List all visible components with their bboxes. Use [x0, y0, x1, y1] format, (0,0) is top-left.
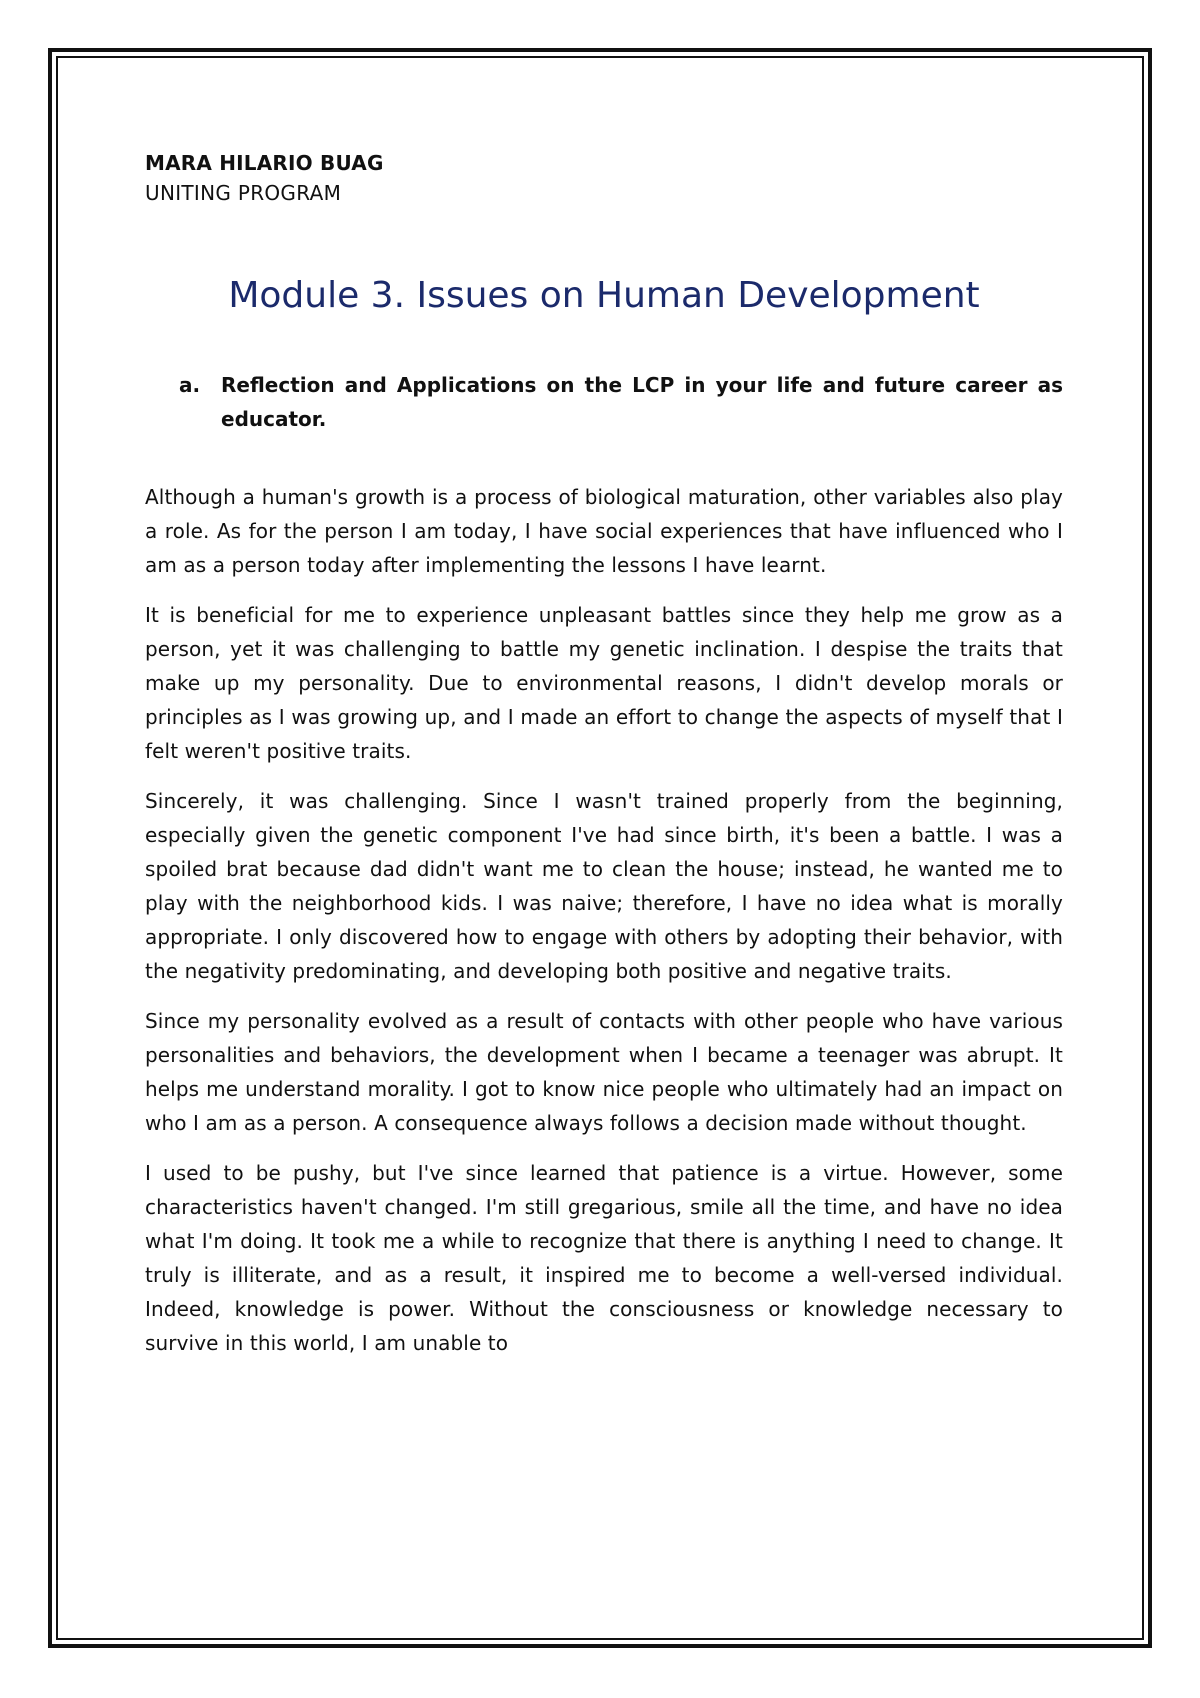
body-paragraph-3: Sincerely, it was challenging. Since I wasn't trained properly from the beginning, especially given the genetic component I've had since birth, it's been a battle. I was a spoiled brat because dad didn't want me to clean the house; instead, he wanted me to play with the neighborhood kids. I was naive; therefore, I have no idea what is morally appropriate. I only discovered how to engage with others by adopting their behavior, with the negativity predominating, and developing both positive and negative traits. [145, 789, 1063, 983]
section-heading-text: Reflection and Applications on the LCP in your life and future career as educator. [221, 373, 1063, 431]
section-marker: a. [179, 373, 201, 397]
program-name: UNITING PROGRAM [145, 181, 342, 205]
author-name: MARA HILARIO BUAG [145, 151, 384, 175]
body-paragraph-5: I used to be pushy, but I've since learned that patience is a virtue. However, some characteristics haven't changed. I'm still gregarious, smile all the time, and have no idea what I'm doing. It took me a while to recognize that there is anything I need to change. It truly is illiterate, and as a result, it inspired me to become a well-versed individual. Indeed, knowledge is power. Without the consciousness or knowledge necessary to survive in this world, I am unable to [145, 1161, 1063, 1355]
body-paragraph-2: It is beneficial for me to experience unpleasant battles since they help me grow as a person, yet it was challenging to battle my genetic inclination. I despise the traits that make up my personality. Due to environmental reasons, I didn't develop morals or principles as I was growing up, and I made an effort to change the aspects of myself that I felt weren't positive traits. [145, 603, 1063, 763]
body-paragraph-1: Although a human's growth is a process of biological maturation, other variables also play a role. As for the person I am today, I have social experiences that have influenced who I am as a person today after implementing the lessons I have learnt. [145, 485, 1063, 577]
section-heading [179, 368, 1063, 436]
document-content [145, 148, 1063, 1376]
module-title: Module 3. Issues on Human Development [228, 275, 980, 316]
body-paragraph-4: Since my personality evolved as a result of contacts with other people who have various personalities and behaviors, the development when I became a teenager was abrupt. It helps me understand morality. I got to know nice people who ultimately had an impact on who I am as a person. A consequence always follows a decision made without thought. [145, 1009, 1063, 1135]
